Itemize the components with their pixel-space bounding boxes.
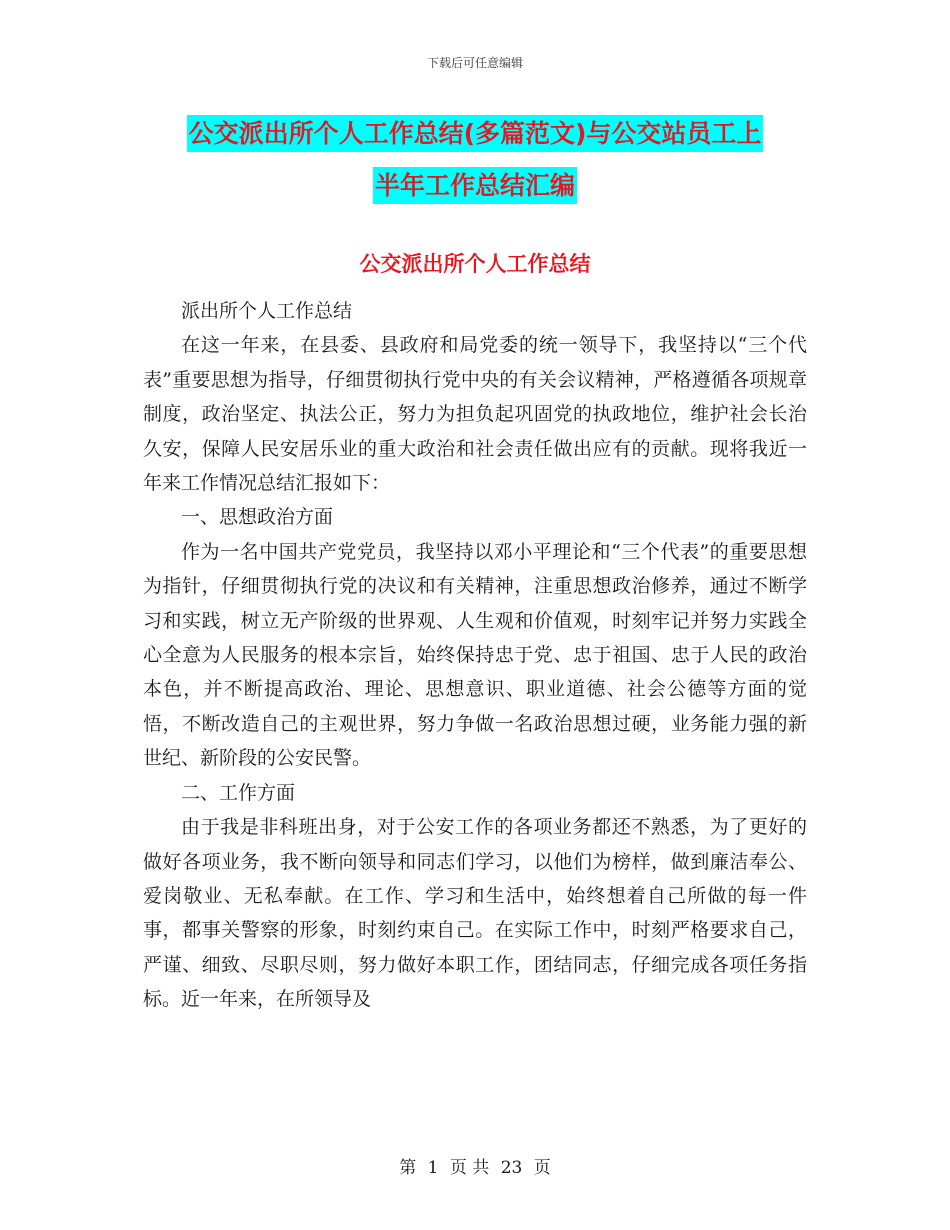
- paragraph-political: 作为一名中国共产党党员，我坚持以邓小平理论和“三个代表”的重要思想为指针，仔细贯彻执行党的决议和有关精神，注重思想政治修养，通过不断学习和实践，树立无产阶级的世界观、人生观和价值观，时刻牢记并努力实践全心全意为人民服务的根本宗旨，始终保持忠于党、忠于祖国、忠于人民的政治本色，并不断提高政治、理论、思想意识、职业道德、社会公德等方面的觉悟，不断改造自己的主观世界，努力争做一名政治思想过硬，业务能力强的新世纪、新阶段的公安民警。: [143, 540, 807, 770]
- page-header-note: 下载后可任意编辑: [426, 56, 523, 70]
- heading-work: 二、工作方面: [181, 781, 296, 804]
- page-footer: [0, 1153, 950, 1178]
- paragraph-work: 由于我是非科班出身，对于公安工作的各项业务都还不熟悉，为了更好的做好各项业务，我不断向领导和同志们学习，以他们为榜样，做到廉洁奉公、爱岗敬业、无私奉献。在工作、学习和生活中，始终想着自己所做的每一件事，都事关警察的形象，时刻约束自己。在实际工作中，时刻严格要求自己，严谨、细致、尽职尽则，努力做好本职工作，团结同志，仔细完成各项任务指标。近一年来，在所领导及: [143, 816, 807, 1011]
- footer-suffix: 页: [533, 1158, 551, 1178]
- footer-middle: 页 共: [449, 1158, 490, 1178]
- title-line-1: 公交派出所个人工作总结(多篇范文)与公交站员工上: [187, 115, 764, 152]
- paragraph-subtitle: 派出所个人工作总结: [181, 300, 353, 322]
- footer-page-number: 1: [427, 1158, 439, 1178]
- title-line-2: 半年工作总结汇编: [373, 167, 577, 204]
- section-title: 公交派出所个人工作总结: [359, 252, 591, 276]
- document-title: [140, 108, 810, 212]
- document-body: [143, 294, 807, 1017]
- heading-political: 一、思想政治方面: [181, 506, 334, 529]
- paragraph-intro: 在这一年来，在县委、县政府和局党委的统一领导下，我坚持以“三个代表”重要思想为指导，仔细贯彻执行党中央的有关会议精神，严格遵循各项规章制度，政治坚定、执法公正，努力为担负起巩固党的执政地位，维护社会长治久安，保障人民安居乐业的重大政治和社会责任做出应有的贡献。现将我近一年来工作情况总结汇报如下：: [143, 334, 807, 495]
- footer-total-pages: 23: [500, 1158, 523, 1178]
- footer-prefix: 第: [399, 1158, 417, 1178]
